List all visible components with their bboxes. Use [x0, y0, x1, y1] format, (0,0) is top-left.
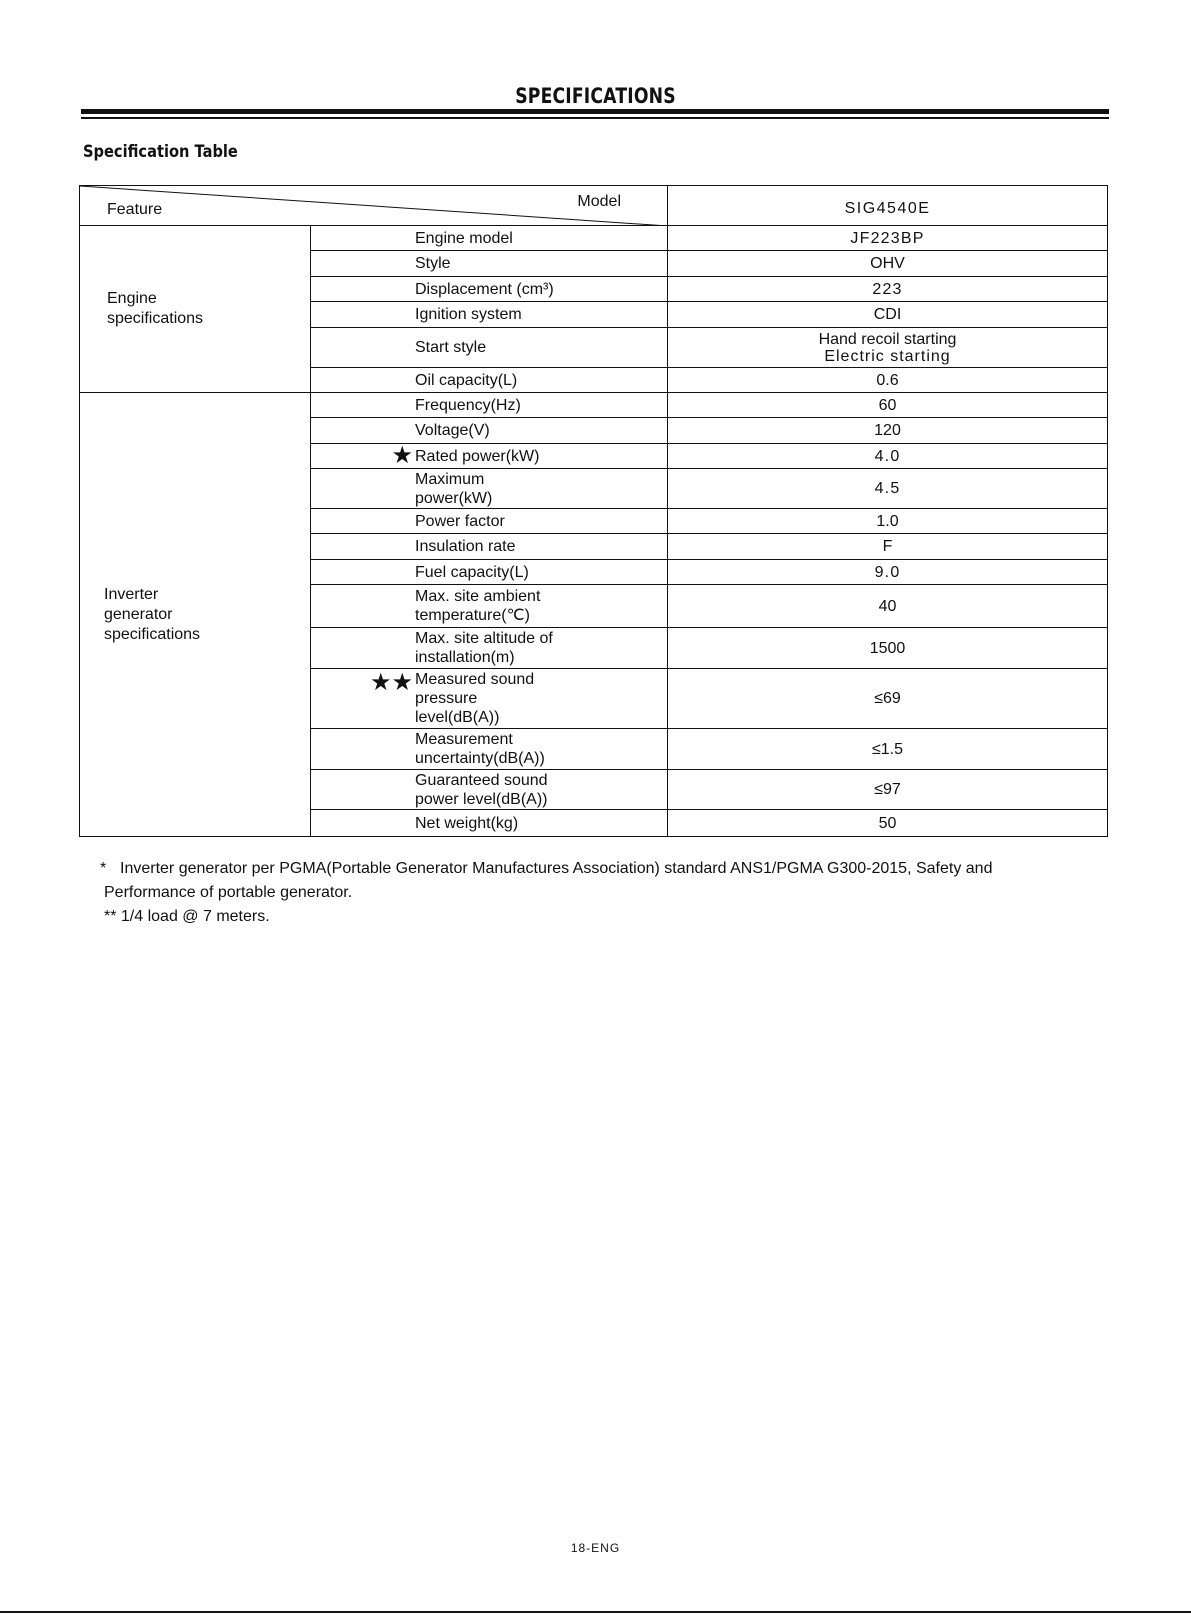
feature-label-line2: installation(m) — [415, 649, 515, 666]
value-cell: 1500 — [668, 628, 1108, 669]
group-inverter-line1: Inverter — [104, 585, 159, 603]
feature-label-line2: uncertainty(dB(A)) — [415, 750, 545, 767]
page-title: SPECIFICATIONS — [515, 84, 676, 108]
feature-label: Measurement — [415, 731, 513, 748]
value-cell: 40 — [668, 585, 1108, 628]
feature-cell — [311, 560, 668, 585]
footnote-1-text: Inverter generator per PGMA(Portable Generator Manufactures Association) standard ANS1/PGMA G300-2015, Safety and — [120, 860, 993, 877]
bottom-rule — [0, 1611, 1191, 1613]
title-rule-thin — [81, 117, 1109, 119]
feature-cell — [311, 669, 668, 729]
group-inverter-line3: specifications — [104, 625, 201, 643]
value-cell: 60 — [668, 393, 1108, 418]
feature-label: Measured sound — [415, 671, 535, 688]
feature-cell — [311, 328, 668, 368]
feature-label-line3: level(dB(A)) — [415, 709, 500, 726]
table-row — [80, 226, 1108, 251]
group-engine-line2: specifications — [107, 310, 204, 327]
footnote-1 — [100, 857, 1104, 881]
header-corner-cell — [80, 186, 668, 226]
group-engine-line1: Engine — [107, 290, 157, 307]
specification-table — [79, 185, 1108, 837]
feature-label: Displacement (cm³) — [415, 280, 554, 298]
value-cell: 1.0 — [668, 509, 1108, 534]
double-asterisk-mark: ★★ — [369, 669, 413, 696]
feature-label: Oil capacity(L) — [415, 371, 518, 389]
value-cell: 120 — [668, 418, 1108, 444]
value-line2: Electric starting — [824, 347, 951, 365]
footnotes — [100, 857, 1104, 929]
value-cell: ≤1.5 — [668, 729, 1108, 770]
table-header-row — [80, 186, 1108, 226]
group-inverter-generator-specifications — [80, 393, 311, 837]
value-cell: CDI — [668, 302, 1108, 328]
feature-label: Net weight(kg) — [415, 814, 519, 832]
page-number: 18-ENG — [570, 1541, 621, 1555]
value-line1: Hand recoil starting — [818, 330, 957, 348]
section-title: Specification Table — [83, 142, 238, 162]
footnote-2: ** 1/4 load @ 7 meters. — [104, 908, 270, 925]
feature-label: Fuel capacity(L) — [415, 563, 529, 581]
value-cell: 9.0 — [668, 560, 1108, 585]
feature-cell — [311, 534, 668, 560]
table-row — [80, 393, 1108, 418]
value-cell — [668, 328, 1108, 368]
value-cell: 4.0 — [668, 444, 1108, 469]
value-cell: 50 — [668, 810, 1108, 837]
feature-cell — [311, 509, 668, 534]
model-name: SIG4540E — [668, 186, 1108, 226]
feature-cell — [311, 729, 668, 770]
feature-label: Rated power(kW) — [415, 447, 540, 465]
feature-label: Maximum — [415, 470, 485, 488]
feature-cell — [311, 368, 668, 393]
title-rule-thick — [81, 109, 1109, 114]
value-cell: JF223BP — [668, 226, 1108, 251]
feature-cell — [311, 393, 668, 418]
feature-label: Max. site ambient — [415, 588, 541, 605]
feature-label: Power factor — [415, 512, 505, 530]
value-cell: 0.6 — [668, 368, 1108, 393]
feature-cell — [311, 302, 668, 328]
feature-cell — [311, 770, 668, 810]
corner-feature-label: Feature — [107, 201, 163, 218]
feature-cell — [311, 585, 668, 628]
value-cell: 4.5 — [668, 469, 1108, 509]
feature-cell — [311, 444, 668, 469]
group-inverter-line2: generator — [104, 605, 173, 623]
feature-cell — [311, 251, 668, 277]
feature-label: Voltage(V) — [415, 422, 490, 439]
value-cell: ≤69 — [668, 669, 1108, 729]
feature-label: Ignition system — [415, 306, 522, 323]
feature-cell — [311, 469, 668, 509]
feature-cell — [311, 628, 668, 669]
feature-label: Insulation rate — [415, 538, 516, 555]
value-cell: OHV — [668, 251, 1108, 277]
feature-label: Style — [415, 255, 451, 272]
value-cell: F — [668, 534, 1108, 560]
feature-label: Guaranteed sound — [415, 771, 548, 789]
feature-label: Max. site altitude of — [415, 630, 553, 647]
feature-cell — [311, 418, 668, 444]
value-cell: 223 — [668, 277, 1108, 302]
feature-label-line2: power(kW) — [415, 489, 493, 507]
feature-label-line2: power level(dB(A)) — [415, 790, 548, 808]
feature-label-line2: pressure — [415, 690, 478, 707]
group-engine-specifications — [80, 226, 311, 393]
feature-label-line2: temperature(℃) — [415, 607, 530, 624]
feature-label: Start style — [415, 339, 487, 356]
feature-cell — [311, 810, 668, 837]
feature-label: Frequency(Hz) — [415, 396, 521, 414]
asterisk-mark: ★ — [391, 442, 413, 469]
feature-cell — [311, 277, 668, 302]
footnote-1-marker: * — [100, 860, 107, 877]
feature-label: Engine model — [415, 229, 513, 247]
corner-model-label: Model — [577, 193, 621, 210]
value-cell: ≤97 — [668, 770, 1108, 810]
footnote-1-continuation: Performance of portable generator. — [104, 884, 353, 901]
feature-cell — [311, 226, 668, 251]
